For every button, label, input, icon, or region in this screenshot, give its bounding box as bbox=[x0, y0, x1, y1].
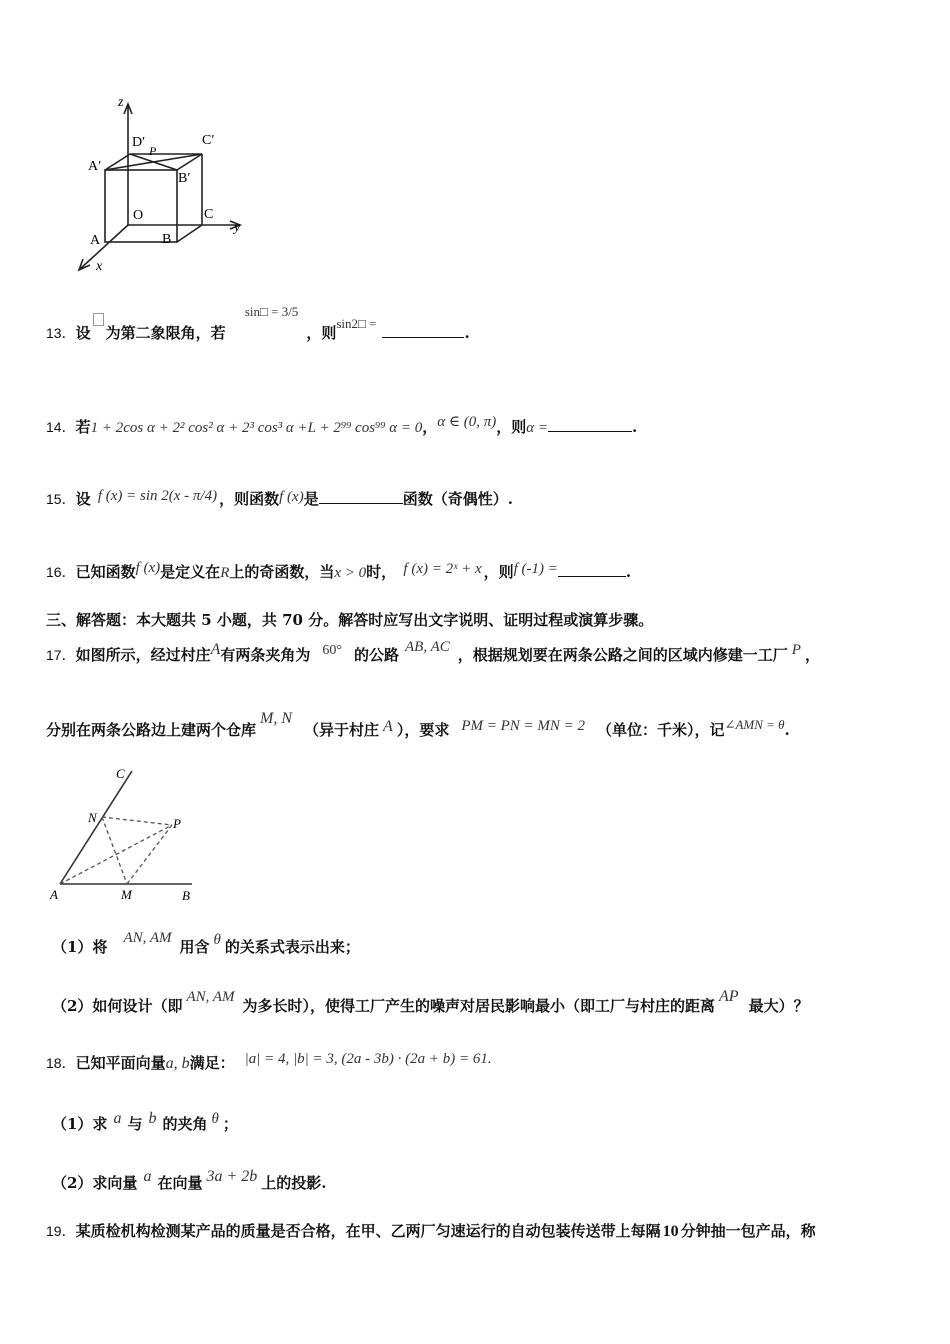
cube-label-bprime: B′ bbox=[178, 171, 191, 186]
q17-line2-d: （单位：千米），记 bbox=[597, 721, 725, 739]
alpha-placeholder-icon bbox=[93, 313, 104, 326]
q17-MN: M, N bbox=[260, 710, 293, 727]
q17-part-2 bbox=[52, 988, 809, 1016]
q17-p2-text-2: 最大）？ bbox=[748, 997, 809, 1015]
q15-text-4: 函数（奇偶性）. bbox=[402, 490, 513, 508]
q18-p2-label: （2）求向量 bbox=[52, 1174, 138, 1192]
q15-number: 15． bbox=[46, 491, 76, 507]
q14-text-2: ， bbox=[422, 418, 438, 436]
q13-condition: sin□ = 3/5 bbox=[244, 304, 299, 319]
q17-line2-e: . bbox=[784, 721, 790, 739]
q16-target: f (-1) = bbox=[513, 561, 558, 577]
q17-line2-c: ），要求 bbox=[396, 721, 450, 739]
q16-text-4: 时， bbox=[366, 563, 397, 581]
q18-p1-text-2: 的夹角 bbox=[162, 1115, 208, 1133]
question-13 bbox=[46, 304, 470, 343]
q18-text-2: 满足： bbox=[189, 1054, 235, 1072]
q17-number: 17． bbox=[46, 647, 76, 663]
q15-text-2: ，则函数 bbox=[219, 490, 280, 508]
cube-figure bbox=[72, 92, 262, 277]
q15-text-1: 设 bbox=[75, 490, 91, 508]
q18-p1-b: b bbox=[148, 1110, 157, 1127]
q15-answer-blank[interactable] bbox=[319, 489, 403, 504]
q17-text-2: 有两条夹角为 bbox=[220, 646, 311, 664]
q17-p1-label: （1）将 bbox=[52, 938, 108, 956]
fig-label-p: P bbox=[173, 816, 181, 831]
q17-condition: PM = PN = MN = 2 bbox=[461, 718, 586, 734]
q14-equation: 1 + 2cos α + 2² cos² α + 2³ cos³ α +L + 2⁹⁹ cos⁹⁹ α = 0 bbox=[90, 420, 423, 436]
q17-p2-label: （2）如何设计（即 bbox=[52, 997, 183, 1015]
q16-number: 16． bbox=[46, 564, 76, 580]
q18-part-2 bbox=[52, 1168, 327, 1193]
fig-label-b: B bbox=[182, 888, 190, 903]
cube-label-aprime: A′ bbox=[88, 159, 102, 174]
q14-number: 14． bbox=[46, 419, 76, 435]
question-14 bbox=[46, 416, 637, 437]
q13-text-3: ，则 bbox=[306, 324, 337, 342]
q17-text-5: ， bbox=[804, 646, 820, 664]
q18-text-1: 已知平面向量 bbox=[75, 1054, 166, 1072]
q18-p1-text-3: ； bbox=[222, 1115, 238, 1133]
question-19 bbox=[46, 1220, 816, 1241]
q18-number: 18． bbox=[46, 1055, 76, 1071]
cube-label-x: x bbox=[96, 259, 103, 274]
cube-label-a: A bbox=[90, 233, 101, 248]
q14-end: . bbox=[632, 418, 638, 436]
q13-number: 13． bbox=[46, 325, 76, 341]
q13-text-1: 设 bbox=[75, 324, 91, 342]
q18-p2-vector: 3a + 2b bbox=[206, 1168, 258, 1185]
cube-label-y: y bbox=[234, 220, 241, 235]
q18-p1-a: a bbox=[113, 1110, 122, 1127]
q18-condition: |a| = 4, |b| = 3, (2a - 3b) · (2a + b) = 61. bbox=[244, 1051, 492, 1067]
q17-part-1 bbox=[52, 930, 360, 957]
q15-function: f (x) = sin 2(x - π/4) bbox=[97, 488, 218, 504]
q17-roads: AB, AC bbox=[405, 639, 450, 655]
q18-part-1 bbox=[52, 1110, 238, 1134]
q16-answer-blank[interactable] bbox=[558, 562, 626, 577]
q14-text-3: ，则 bbox=[496, 418, 527, 436]
question-16 bbox=[46, 561, 631, 582]
q16-text-3: 上的奇函数，当 bbox=[229, 563, 335, 581]
q17-p2-text-1: 为多长时），使得工厂产生的噪声对居民影响最小（即工厂与村庄的距离 bbox=[242, 997, 716, 1015]
question-17-line-1 bbox=[46, 639, 820, 665]
q18-p2-a: a bbox=[143, 1168, 152, 1185]
q17-text-4: ，根据规划要在两条公路之间的区域内修建一工厂 bbox=[457, 646, 788, 664]
q16-text-2: 是定义在 bbox=[160, 563, 221, 581]
q17-p2-AP: AP bbox=[719, 988, 739, 1005]
q16-text-5: ，则 bbox=[483, 563, 514, 581]
q17-A: A bbox=[210, 641, 221, 658]
q14-target: α = bbox=[526, 420, 548, 436]
cube-label-c: C bbox=[204, 207, 214, 222]
q17-p2-vars: AN, AM bbox=[186, 989, 235, 1005]
q19-text: 某质检机构检测某产品的质量是否合格，在甲、乙两厂匀速运行的自动包装传送带上每隔 bbox=[75, 1222, 661, 1240]
fig-label-m: M bbox=[121, 887, 132, 902]
q16-end: . bbox=[625, 563, 632, 581]
q17-angle-amn: ∠AMN = θ bbox=[724, 717, 785, 732]
q15-text-3: 是 bbox=[303, 490, 319, 508]
q13-answer-blank[interactable] bbox=[382, 323, 464, 338]
q18-p1-theta: θ bbox=[211, 1111, 219, 1127]
section-3-heading: 三、解答题：本大题共 5 小题，共 70 分。解答时应写出文字说明、证明过程或演算步骤。 bbox=[46, 611, 654, 629]
cube-label-p: P bbox=[149, 144, 157, 158]
q19-text-2: 分钟抽一包产品，称 bbox=[680, 1222, 816, 1240]
q15-fx: f (x) bbox=[279, 489, 304, 505]
q17-line2-b: （异于村庄 bbox=[304, 721, 380, 739]
q17-angle: 60° bbox=[322, 643, 342, 658]
q18-p2-text-1: 在向量 bbox=[157, 1174, 203, 1192]
q19-interval: 10 bbox=[662, 1223, 679, 1240]
fig-label-a: A bbox=[50, 887, 58, 902]
q16-condition: x > 0 bbox=[334, 565, 367, 581]
cube-label-b: B bbox=[162, 232, 172, 247]
q18-p2-text-2: 上的投影. bbox=[261, 1174, 327, 1192]
q17-A2: A bbox=[383, 718, 393, 735]
q14-condition: α ∈ (0, π) bbox=[437, 414, 497, 430]
q16-fx: f (x) bbox=[135, 560, 161, 576]
question-17-line-2 bbox=[46, 710, 790, 740]
q17-p1-theta: θ bbox=[213, 932, 221, 948]
question-18 bbox=[46, 1052, 492, 1073]
q17-text-1: 如图所示，经过村庄 bbox=[75, 646, 211, 664]
q18-p1-label: （1）求 bbox=[52, 1115, 108, 1133]
fig-label-c: C bbox=[116, 766, 125, 781]
q17-p1-vars: AN, AM bbox=[123, 930, 172, 946]
cube-label-cprime: C′ bbox=[202, 133, 215, 148]
q13-text-2: 为第二象限角，若 bbox=[105, 324, 226, 342]
cube-label-o: O bbox=[133, 208, 144, 223]
q17-line2-a: 分别在两条公路边上建两个仓库 bbox=[46, 721, 257, 739]
q18-p1-text-1: 与 bbox=[127, 1115, 143, 1133]
q16-definition: f (x) = 2ˣ + x bbox=[403, 561, 482, 577]
q13-target: sin2□ = bbox=[336, 316, 377, 331]
q18-ab: a, b bbox=[165, 1055, 190, 1072]
cube-label-dprime: D′ bbox=[132, 135, 146, 150]
q17-p1-text-2: 的关系式表示出来； bbox=[224, 938, 360, 956]
q17-p1-text-1: 用含 bbox=[179, 938, 210, 956]
q17-P: P bbox=[791, 642, 801, 658]
q14-answer-blank[interactable] bbox=[548, 417, 632, 432]
fig-label-n: N bbox=[88, 810, 97, 825]
q17-text-3: 的公路 bbox=[354, 646, 400, 664]
village-roads-figure bbox=[44, 764, 204, 906]
q16-R: R bbox=[220, 565, 230, 581]
q13-end: . bbox=[464, 324, 470, 342]
q19-number: 19． bbox=[46, 1223, 76, 1239]
question-15 bbox=[46, 488, 513, 509]
q14-text-1: 若 bbox=[75, 418, 91, 436]
cube-label-z: z bbox=[118, 95, 124, 110]
q16-text-1: 已知函数 bbox=[75, 563, 136, 581]
